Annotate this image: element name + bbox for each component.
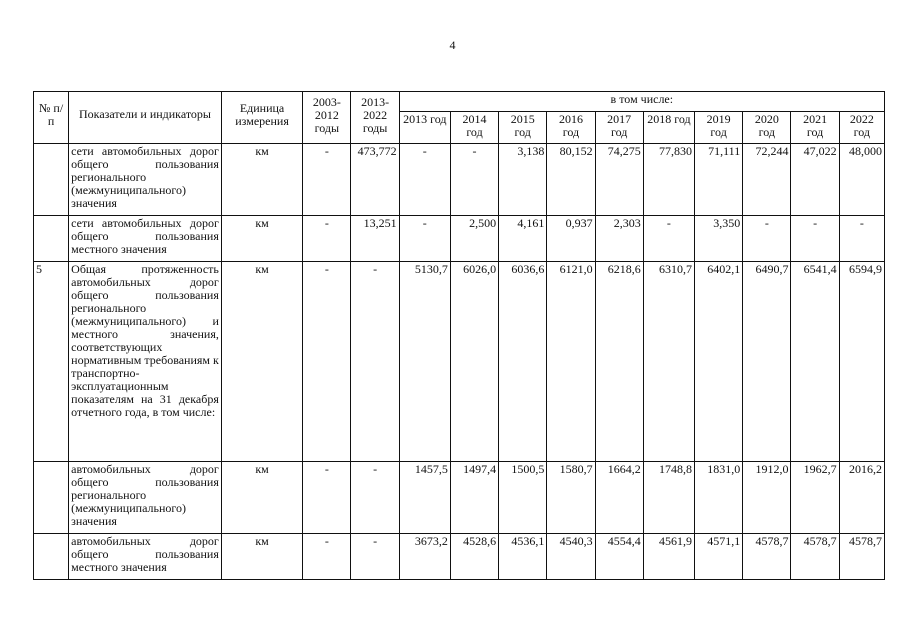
row-period2: - [351,262,399,462]
row-year-value: 1962,7 [791,462,839,534]
row-period2: 473,772 [351,144,399,216]
row-year-value: 6490,7 [743,262,791,462]
row-unit: км [221,534,302,580]
row-indicator: сети автомобильных дорог общего пользования регионального (межмуниципального) значения [69,144,222,216]
row-num [34,462,69,534]
row-unit: км [221,144,302,216]
row-year-value: - [399,144,450,216]
table-row [34,534,885,580]
row-year-value: - [791,216,839,262]
row-year-value: 6310,7 [643,262,694,462]
row-year-value: - [839,216,884,262]
col-header-year: 2015 год [499,112,547,144]
row-year-value: 1912,0 [743,462,791,534]
row-unit: км [221,216,302,262]
row-period1: - [303,144,351,216]
row-period1: - [303,262,351,462]
row-year-value: - [743,216,791,262]
row-year-value: 4540,3 [547,534,595,580]
row-year-value: 72,244 [743,144,791,216]
col-header-indicator: Показатели и индикаторы [69,92,222,144]
col-header-year: 2022 год [839,112,884,144]
row-year-value: 74,275 [595,144,643,216]
table-row [34,462,885,534]
row-year-value: 48,000 [839,144,884,216]
row-year-value: 4528,6 [450,534,498,580]
col-header-period2: 2013-2022 годы [351,92,399,144]
row-year-value: - [450,144,498,216]
row-year-value: 3,138 [499,144,547,216]
row-year-value: 1748,8 [643,462,694,534]
row-year-value: 80,152 [547,144,595,216]
row-year-value: 6402,1 [695,262,743,462]
row-year-value: 1580,7 [547,462,595,534]
row-year-value: 2,303 [595,216,643,262]
col-header-year: 2019 год [695,112,743,144]
row-year-value: 1831,0 [695,462,743,534]
row-year-value: - [643,216,694,262]
row-year-value: 47,022 [791,144,839,216]
row-period1: - [303,462,351,534]
row-year-value: 4578,7 [839,534,884,580]
row-unit: км [221,262,302,462]
col-header-year: 2016 год [547,112,595,144]
row-year-value: 4561,9 [643,534,694,580]
row-year-value: 4,161 [499,216,547,262]
row-year-value: 6026,0 [450,262,498,462]
row-year-value: 4554,4 [595,534,643,580]
row-period1: - [303,216,351,262]
col-header-period1: 2003-2012 годы [303,92,351,144]
row-year-value: 4536,1 [499,534,547,580]
indicators-table [33,91,885,580]
row-year-value: 1497,4 [450,462,498,534]
row-indicator: автомобильных дорог общего пользования местного значения [69,534,222,580]
row-year-value: 6541,4 [791,262,839,462]
row-year-value: 0,937 [547,216,595,262]
col-header-including: в том числе: [399,92,884,112]
row-period2: 13,251 [351,216,399,262]
row-indicator: Общая протяженность автомобильных дорог общего пользования регионального (межмуниципального) и местного значения, соответствующих нормативным требованиям к транспортно-эксплуатационным показателям на 31 декабря отчетного года, в том числе: [69,262,222,462]
row-num: 5 [34,262,69,462]
col-header-num: № п/п [34,92,69,144]
table-row [34,262,885,462]
table-row [34,216,885,262]
col-header-unit: Единица измерения [221,92,302,144]
row-year-value: 3,350 [695,216,743,262]
row-year-value: 2016,2 [839,462,884,534]
table-row [34,144,885,216]
row-year-value: 5130,7 [399,262,450,462]
row-period2: - [351,534,399,580]
row-year-value: 6594,9 [839,262,884,462]
col-header-year: 2014 год [450,112,498,144]
row-year-value: 4578,7 [791,534,839,580]
col-header-year: 2020 год [743,112,791,144]
row-year-value: 6036,6 [499,262,547,462]
col-header-year: 2021 год [791,112,839,144]
row-year-value: 3673,2 [399,534,450,580]
row-year-value: 6121,0 [547,262,595,462]
row-year-value: - [399,216,450,262]
col-header-year: 2013 год [399,112,450,144]
row-indicator: автомобильных дорог общего пользования регионального (межмуниципального) значения [69,462,222,534]
header-row-1 [34,92,885,112]
row-year-value: 1500,5 [499,462,547,534]
row-year-value: 1664,2 [595,462,643,534]
row-year-value: 1457,5 [399,462,450,534]
row-year-value: 4571,1 [695,534,743,580]
row-num [34,216,69,262]
col-header-year: 2017 год [595,112,643,144]
row-year-value: 71,111 [695,144,743,216]
row-period1: - [303,534,351,580]
row-num [34,144,69,216]
row-period2: - [351,462,399,534]
col-header-year: 2018 год [643,112,694,144]
row-year-value: 4578,7 [743,534,791,580]
row-year-value: 77,830 [643,144,694,216]
row-indicator: сети автомобильных дорог общего пользования местного значения [69,216,222,262]
row-year-value: 2,500 [450,216,498,262]
row-year-value: 6218,6 [595,262,643,462]
page-number: 4 [449,38,456,52]
row-unit: км [221,462,302,534]
row-num [34,534,69,580]
